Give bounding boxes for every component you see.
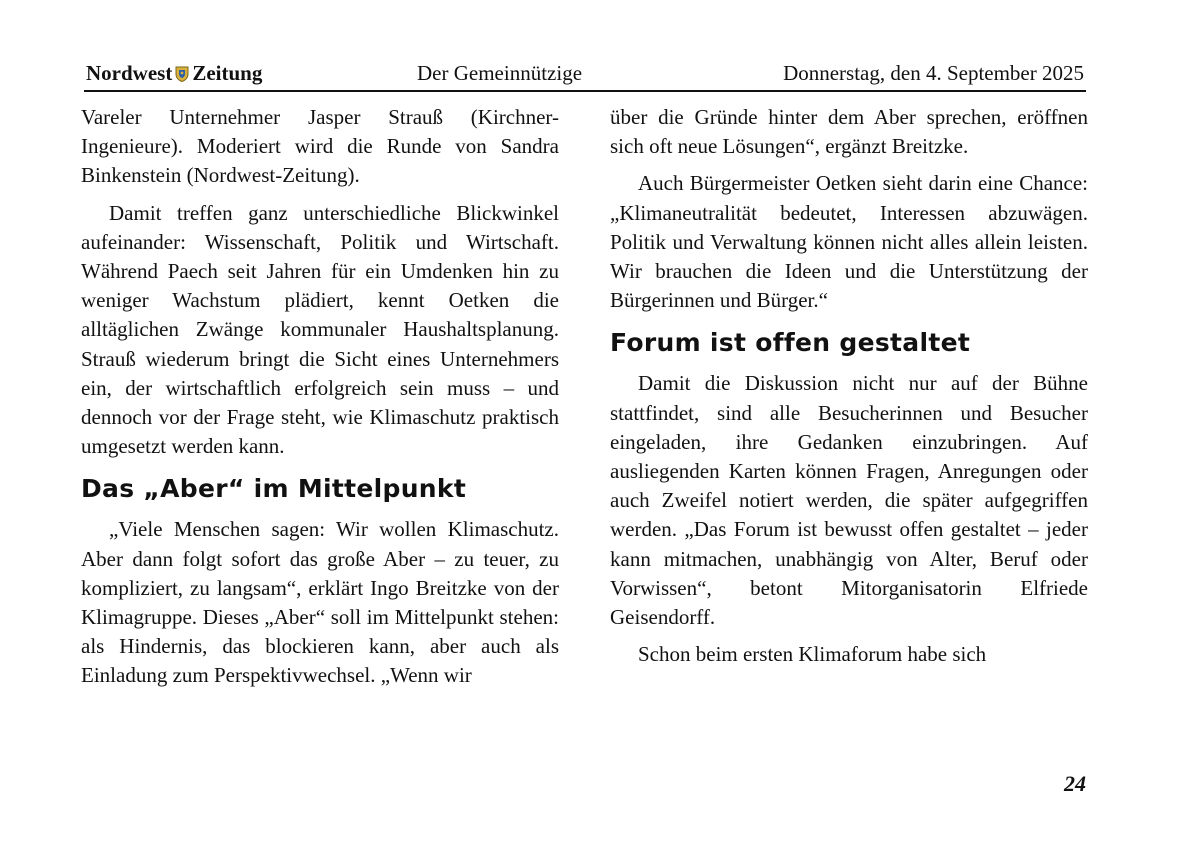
paragraph: Auch Bürgermeister Oetken sieht darin eine Chance: „Klimaneutralität bedeutet, Interessen abzuwägen. Politik und Verwaltung können nicht alles allein leisten. Wir brauchen die Ideen und die Unterstützung der Bürgerinnen und Bürger.“ — [610, 171, 1088, 313]
paragraph: Damit die Diskussion nicht nur auf der Bühne stattfindet, sind alle Besucherinnen und Besucher eingeladen, ihre Gedanken einzubringen. Auf ausliegenden Karten können Fragen, Anregungen oder auch Zweifel notiert werden, die später aufgegriffen werden. „Das Forum ist bewusst offen gestaltet – jeder kann mitmachen, unabhängig von Alter, Beruf oder Vorwissen“, betont Mitorganisatorin Elfriede Geisendorff. — [610, 371, 1088, 630]
section-heading: Das „Aber“ im Mittelpunkt — [81, 474, 467, 504]
paragraph: Schon beim ersten Klimaforum habe sich — [638, 642, 987, 667]
crest-icon — [175, 60, 189, 76]
brand-name-right: Zeitung — [192, 61, 263, 85]
section-heading: Forum ist offen gestaltet — [610, 328, 971, 358]
publication-name: Der Gemeinnützige — [417, 61, 583, 85]
paragraph: „Viele Menschen sagen: Wir wollen Klimaschutz. Aber dann folgt sofort das große Aber – zu teuer, zu kompliziert, zu langsam“, erklärt Ingo Breitzke von der Klimagruppe. Dieses „Aber“ soll im Mittelpunkt stehen: als Hindernis, das blockieren kann, aber auch als Einladung zum Perspektivwechsel. „Wenn wir — [81, 517, 559, 688]
paragraph: über die Gründe hinter dem Aber sprechen, eröffnen sich oft neue Lösungen“, ergänzt Breitzke. — [610, 105, 1088, 159]
page-header — [84, 58, 1086, 92]
page-number: 24 — [1064, 771, 1086, 796]
newspaper-brand — [86, 58, 262, 88]
paragraph: Vareler Unternehmer Jasper Strauß (Kirchner-Ingenieure). Moderiert wird die Runde von Sandra Binkenstein (Nordwest-Zeitung). — [81, 105, 559, 188]
right-column — [610, 103, 1088, 677]
paragraph: Damit treffen ganz unterschiedliche Blickwinkel aufeinander: Wissenschaft, Politik und Wirtschaft. Während Paech seit Jahren für ein Umdenken hin zu weniger Wachstum plädiert, kennt Oetken die alltäglichen Zwänge kommunaler Haushaltsplanung. Strauß wiederum bringt die Sicht eines Unternehmers ein, der wirtschaftlich erfolgreich sein muss – und dennoch vor der Frage steht, wie Klimaschutz praktisch umgesetzt werden kann. — [81, 200, 559, 459]
brand-name-left: Nordwest — [86, 61, 173, 85]
left-column — [81, 103, 559, 699]
issue-date: Donnerstag, den 4. September 2025 — [783, 61, 1084, 85]
